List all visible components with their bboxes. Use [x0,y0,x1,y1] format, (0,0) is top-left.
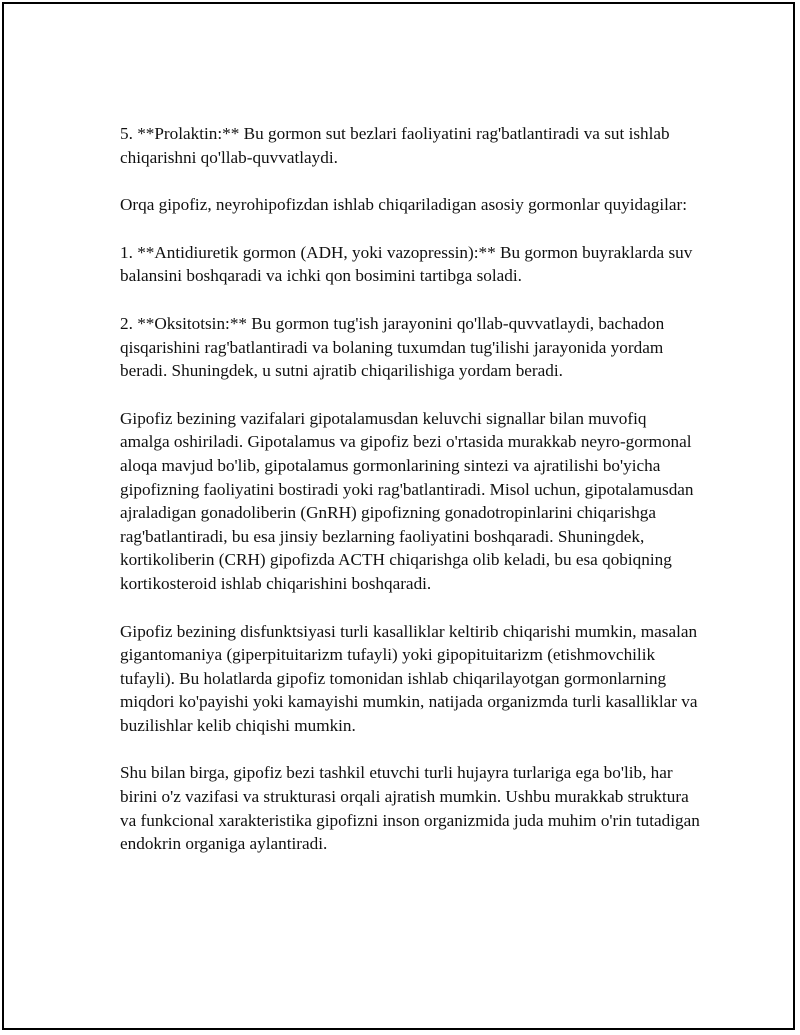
paragraph-oxytocin: 2. **Oksitotsin:** Bu gormon tug'ish jarayonini qo'llab-quvvatlaydi, bachadon qisqarishini rag'batlantiradi va bolaning tuxumdan tug'ilishi jarayonida yordam beradi. Shuningdek, u sutni ajratib chiqarilishiga yordam beradi. [120,313,665,381]
document-body [120,122,700,880]
paragraph-dysfunction: Gipofiz bezining disfunktsiyasi turli kasalliklar keltirib chiqarishi mumkin, masalan gigantomaniya (giperpituitarizm tufayli) yoki gipopituitarizm (etishmovchilik tufayli). Bu holatlarda gipofiz tomonidan ishlab chiqarilayotgan gormonlarning miqdori ko'payishi yoki kamayishi mumkin, natijada organizmda turli kasalliklar va buzilishlar kelib chiqishi mumkin. [120,621,698,735]
paragraph-posterior-pituitary-intro: Orqa gipofiz, neyrohipofizdan ishlab chiqariladigan asosiy gormonlar quyidagilar: [120,195,688,215]
paragraph-conclusion: Shu bilan birga, gipofiz bezi tashkil etuvchi turli hujayra turlariga ega bo'lib, har birini o'z vazifasi va strukturasi orqali ajratish mumkin. Ushbu murakkab struktura va funkcional xarakteristika gipofizni inson organizmida juda muhim o'rin tutadigan endokrin organiga aylantiradi. [120,763,700,854]
paragraph-prolactin: 5. **Prolaktin:** Bu gormon sut bezlari faoliyatini rag'batlantiradi va sut ishlab chiqarishni qo'llab-quvvatlaydi. [120,124,670,167]
paragraph-antidiuretic-hormone: 1. **Antidiuretik gormon (ADH, yoki vazopressin):** Bu gormon buyraklarda suv balansini boshqaradi va ichki qon bosimini tartibga soladi. [120,242,693,286]
document-page [2,2,795,1030]
paragraph-hypothalamus-regulation: Gipofiz bezining vazifalari gipotalamusdan keluvchi signallar bilan muvofiq amalga oshiriladi. Gipotalamus va gipofiz bezi o'rtasida murakkab neyro-gormonal aloqa mavjud bo'lib, gipotalamus gormonlarining sintezi va ajratilishi bo'yicha gipofizning faoliyatini bostiradi yoki rag'batlantiradi. Misol uchun, gipotalamusdan ajraladigan gonadoliberin (GnRH) gipofizning gonadotropinlarini chiqarishga rag'batlantiradi, bu esa jinsiy bezlarning faoliyatini boshqaradi. Shuningdek, kortikoliberin (CRH) gipofizda ACTH chiqarishga olib keladi, bu esa qobiqning kortikosteroid ishlab chiqarishini boshqaradi. [120,408,694,593]
